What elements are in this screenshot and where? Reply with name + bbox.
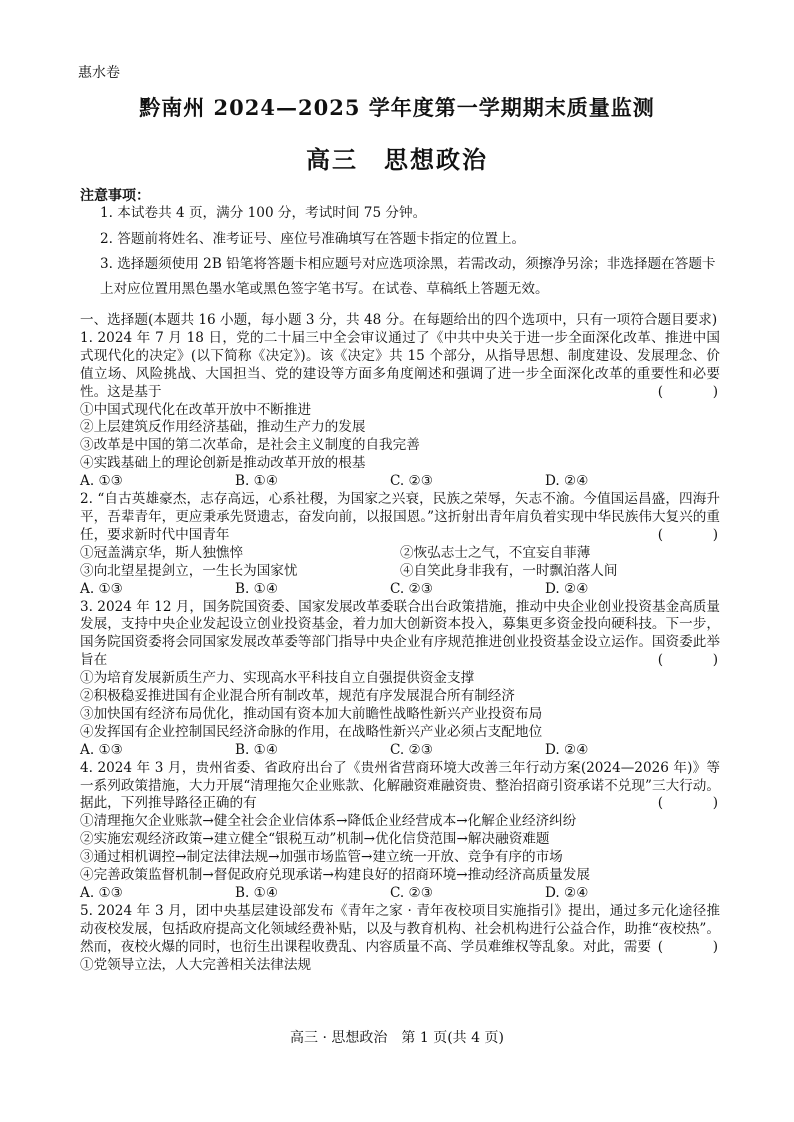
question-stem-text: 1. 2024 年 7 月 18 日，党的二十届三中全会审议通过了《中共中央关于进一步全面深化改革、推进中国式现代化的决定》(以下简称《决定》)。该《决定》共 15 个部分，从指导思想、制度建设、发展理念、价值立场、风险挑战、大国担当、党的建设等方面多角度阐述和强调了进一步全面深化改革的重要性和必要性。这是基于 <box>80 329 720 400</box>
question-3 <box>80 598 736 760</box>
question-stem <box>80 759 736 814</box>
option-item: ③加快国有经济布局优化，推动国有资本加大前瞻性战略性新兴产业投资布局 <box>80 705 543 722</box>
choice-b: B. ①④ <box>235 885 279 901</box>
answer-blank: ( ) <box>657 383 736 400</box>
notes-heading: 注意事项： <box>80 188 150 204</box>
option-item: ①党领导立法，人大完善相关法律法规 <box>80 956 312 973</box>
page-footer: 高三 · 思想政治 第 1 页(共 4 页) <box>290 1030 504 1046</box>
question-4 <box>80 759 736 903</box>
question-stem-text: 3. 2024 年 12 月，国务院国资委、国家发展改革委联合出台政策措施，推动中央企业创业投资基金高质量发展，支持中央企业发起设立创业投资基金，着力加大创新资本投入，募集更多资金投向硬科技。下一步，国务院国资委将会同国家发展改革委等部门指导中央企业有序规范推进创业投资基金设立运作。国资委此举旨在 <box>80 598 720 669</box>
question-stem <box>80 902 736 957</box>
question-2 <box>80 491 736 598</box>
choice-b: B. ①④ <box>235 580 279 597</box>
option-item: ①中国式现代化在改革开放中不断推进 <box>80 401 312 418</box>
choice-d: D. ②④ <box>545 580 589 597</box>
choice-b: B. ①④ <box>235 473 279 490</box>
option-item: ②积极稳妥推进国有企业混合所有制改革，规范有序发展混合所有制经济 <box>80 688 515 705</box>
choice-c: C. ②③ <box>390 473 433 490</box>
choice-c: C. ②③ <box>390 885 433 901</box>
note-item: 2. 答题前将姓名、准考证号、座位号准确填写在答题卡指定的位置上。 <box>100 231 526 247</box>
choice-d: D. ②④ <box>545 741 589 758</box>
option-item: ②上层建筑反作用经济基础，推动生产力的发展 <box>80 419 366 436</box>
note-item: 3. 选择题须使用 2B 铅笔将答题卡相应题号对应选项涂黑，若需改动，须擦净另涂；非选择题在答题卡上对应位置用黑色墨水笔或黑色签字笔书写。在试卷、草稿纸上答题无效。 <box>100 256 716 297</box>
question-stem <box>80 329 736 402</box>
exam-title: 黔南州 2024—2025 学年度第一学期期末质量监测 <box>139 95 655 120</box>
choice-d: D. ②④ <box>545 473 589 490</box>
choice-d: D. ②④ <box>545 885 589 901</box>
option-item: ④实践基础上的理论创新是推动改革开放的根基 <box>80 455 366 472</box>
option-item: ①冠盖满京华，斯人独憔悴 <box>80 544 244 561</box>
answer-blank: ( ) <box>657 526 736 543</box>
exam-subject: 高三 思想政治 <box>306 145 488 174</box>
answer-blank: ( ) <box>657 795 736 812</box>
choice-a: A. ①③ <box>80 580 123 597</box>
question-stem <box>80 491 736 545</box>
answer-choices <box>80 885 720 903</box>
answer-blank: ( ) <box>657 652 736 669</box>
section-heading: 一、选择题(本题共 16 小题，每小题 3 分，共 48 分。在每题给出的四个选项中，只有一项符合题目要求) <box>80 312 718 328</box>
question-stem-text: 4. 2024 年 3 月，贵州省委、省政府出台了《贵州省营商环境大改善三年行动方案(2024—2026 年)》等一系列政策措施，大力开展“清理拖欠企业账款、化解融资难融资贵、整治招商引资承诺不兑现”三大行动。据此，下列推导路径正确的有 <box>80 759 720 812</box>
answer-choices <box>80 742 720 760</box>
choice-c: C. ②③ <box>390 741 433 758</box>
option-item: ④完善政策监督机制→督促政府兑现承诺→构建良好的招商环境→推动经济高质量发展 <box>80 867 590 884</box>
option-item: ②恢弘志士之气，不宜妄自菲薄 <box>400 544 591 561</box>
question-1 <box>80 329 736 491</box>
option-item: ①清理拖欠企业账款→健全社会企业信体系→降低企业经营成本→化解企业经济纠纷 <box>80 813 577 830</box>
option-item: ③通过相机调控→制定法律法规→加强市场监管→建立统一开放、竞争有序的市场 <box>80 849 563 866</box>
exam-region-tag: 惠水卷 <box>78 65 120 81</box>
choice-b: B. ①④ <box>235 741 279 758</box>
answer-choices <box>80 473 720 491</box>
option-row <box>80 545 720 563</box>
question-stem <box>80 598 736 671</box>
choice-a: A. ①③ <box>80 473 123 490</box>
choice-a: A. ①③ <box>80 885 123 901</box>
question-stem-text: 2. “自古英雄豪杰，志存高远，心系社稷，为国家之兴衰，民族之荣辱，矢志不渝。今值国运昌盛，四海升平，吾辈青年，更应秉承先贤遗志，奋发向前，以报国恩。”这折射出青年肩负着实现中华民族伟大复兴的重任，要求新时代中国青年 <box>80 491 720 543</box>
answer-blank: ( ) <box>657 938 736 955</box>
choice-c: C. ②③ <box>390 580 433 597</box>
question-5 <box>80 902 736 975</box>
option-item: ④自笑此身非我有，一时飘泊落人间 <box>400 562 618 579</box>
note-item: 1. 本试卷共 4 页，满分 100 分，考试时间 75 分钟。 <box>100 205 427 221</box>
option-item: ②实施宏观经济政策→建立健全“银税互动”机制→优化信贷范围→解决融资难题 <box>80 831 550 848</box>
question-stem-text: 5. 2024 年 3 月，团中央基层建设部发布《青年之家 · 青年夜校项目实施指引》提出，通过多元化途径推动夜校发展，包括政府提高文化领域经费补贴，以及与教育机构、社会机构进行公益合作，助推“夜校热”。然而，夜校火爆的同时，也衍生出课程收费乱、内容质量不高、学员难维权等乱象。对此，需要 <box>80 902 720 955</box>
option-item: ③向北望星提剑立，一生长为国家忧 <box>80 562 298 579</box>
question-section <box>80 312 736 975</box>
option-item: ①为培育发展新质生产力、实现高水平科技自立自强提供资金支撑 <box>80 670 475 687</box>
option-item: ③改革是中国的第二次革命，是社会主义制度的自我完善 <box>80 437 420 454</box>
answer-choices <box>80 581 720 599</box>
option-item: ④发挥国有企业控制国民经济命脉的作用，在战略性新兴产业必须占支配地位 <box>80 723 543 740</box>
choice-a: A. ①③ <box>80 741 123 758</box>
option-row <box>80 563 720 581</box>
